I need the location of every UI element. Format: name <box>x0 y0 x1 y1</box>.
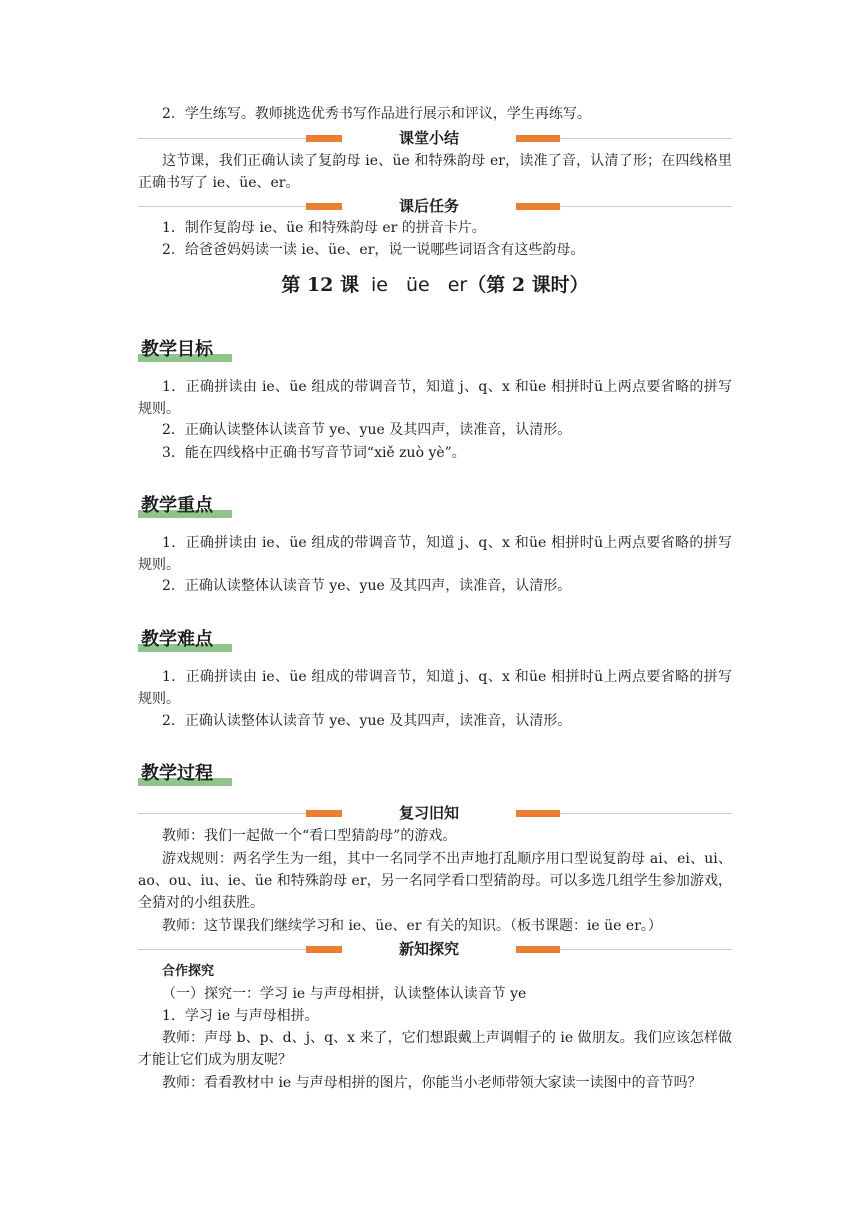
new-knowledge-divider <box>138 939 732 959</box>
objective-item: 2．正确认读整体认读音节 ye、yue 及其四声，读准音，认清形。 <box>162 422 572 438</box>
divider-accent-left <box>306 203 342 210</box>
summary-divider <box>138 128 732 148</box>
objective-item: 3．能在四线格中正确书写音节词“xiě zuò yè”。 <box>162 445 466 461</box>
divider-accent-left <box>306 946 342 953</box>
process-heading-text: 教学过程 <box>141 763 213 784</box>
lesson-title <box>138 272 732 298</box>
homework-item: 2．给爸爸妈妈读一读 ie、üe、er，说一说哪些词语含有这些韵母。 <box>162 242 585 258</box>
coop-label: 合作探究 <box>162 964 215 979</box>
lesson-title-prefix: 第 12 课 <box>281 274 359 296</box>
difficulty-item: 2．正确认读整体认读音节 ye、yue 及其四声，读准音，认清形。 <box>162 713 572 729</box>
review-line: 游戏规则：两名学生为一组，其中一名同学不出声地打乱顺序用口型说复韵母 ai、ei、ui、ao、ou、iu、ie、üe 和特殊韵母 er，另一名同学看口型猜韵母。可以多选几组学生参加游戏，全猜对的小组获胜。 <box>138 851 732 911</box>
difficulty-item: 1．正确拼读由 ie、üe 组成的带调音节，知道 j、q、x 和üe 相拼时ü上两点要省略的拼写规则。 <box>138 669 732 707</box>
key-point-item: 1．正确拼读由 ie、üe 组成的带调音节，知道 j、q、x 和üe 相拼时ü上两点要省略的拼写规则。 <box>138 535 732 573</box>
lesson-title-suffix: （第 2 课时） <box>467 274 589 296</box>
practice-line: 2．学生练写。教师挑选优秀书写作品进行展示和评议，学生再练写。 <box>162 106 591 122</box>
summary-heading: 课堂小结 <box>342 128 516 148</box>
divider-accent-right <box>516 946 560 953</box>
divider-accent-left <box>306 135 342 142</box>
new-knowledge-heading: 新知探究 <box>342 939 516 959</box>
lesson-pinyin-ue: üe <box>405 274 430 296</box>
divider-accent-right <box>516 810 560 817</box>
homework-divider <box>138 196 732 216</box>
step-one: 1．学习 ie 与声母相拼。 <box>162 1008 319 1024</box>
lesson-pinyin-er: er <box>447 274 468 296</box>
homework-heading: 课后任务 <box>342 196 516 216</box>
key-points-heading-text: 教学重点 <box>141 495 213 516</box>
review-line: 教师：我们一起做一个“看口型猜韵母”的游戏。 <box>162 828 457 844</box>
teacher-line: 教师：看看教材中 ie 与声母相拼的图片，你能当小老师带领大家读一读图中的音节吗？ <box>162 1075 702 1091</box>
divider-accent-right <box>516 135 560 142</box>
explore-one-title: （一）探究一：学习 ie 与声母相拼，认读整体认读音节 ye <box>162 986 527 1002</box>
lesson-pinyin-ie: ie <box>371 274 388 296</box>
review-heading: 复习旧知 <box>342 803 516 823</box>
objective-item: 1．正确拼读由 ie、üe 组成的带调音节，知道 j、q、x 和üe 相拼时ü上两点要省略的拼写规则。 <box>138 379 732 417</box>
difficulties-heading-text: 教学难点 <box>141 629 213 650</box>
homework-item: 1．制作复韵母 ie、üe 和特殊韵母 er 的拼音卡片。 <box>162 220 486 236</box>
teacher-line: 教师：声母 b、p、d、j、q、x 来了，它们想跟戴上声调帽子的 ie 做朋友。我们应该怎样做才能让它们成为朋友呢？ <box>138 1030 732 1068</box>
review-line: 教师：这节课我们继续学习和 ie、üe、er 有关的知识。（板书课题：ie üe er。） <box>162 918 662 934</box>
divider-accent-right <box>516 203 560 210</box>
key-point-item: 2．正确认读整体认读音节 ye、yue 及其四声，读准音，认清形。 <box>162 578 572 594</box>
divider-accent-left <box>306 810 342 817</box>
summary-text: 这节课，我们正确认读了复韵母 ie、üe 和特殊韵母 er，读准了音，认清了形；在四线格里正确书写了 ie、üe、er。 <box>138 153 732 191</box>
objectives-heading-text: 教学目标 <box>141 339 213 360</box>
review-divider <box>138 803 732 823</box>
